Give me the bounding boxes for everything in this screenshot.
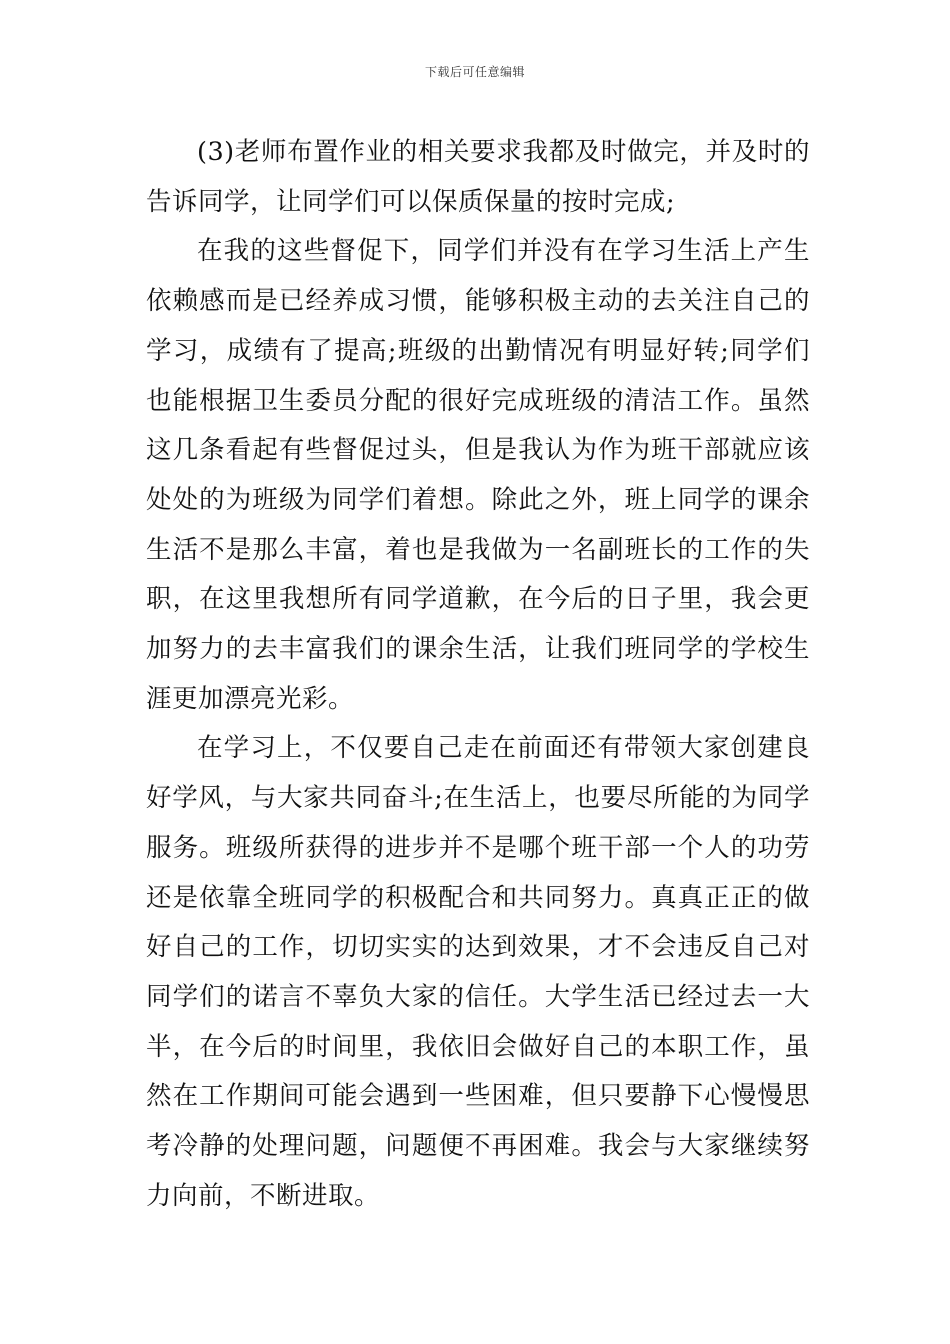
paragraph-supervision: 在我的这些督促下，同学们并没有在学习生活上产生依赖感而是已经养成习惯，能够积极主动的去关注自己的学习，成绩有了提高;班级的出勤情况有明显好转;同学们也能根据卫生委员分配的很好完成班级的清洁工作。虽然这几条看起有些督促过头，但是我认为作为班干部就应该处处的为班级为同学们着想。除此之外，班上同学的课余生活不是那么丰富，着也是我做为一名副班长的工作的失职，在这里我想所有同学道歉，在今后的日子里，我会更加努力的去丰富我们的课余生活，让我们班同学的学校生涯更加漂亮光彩。	[146, 236, 810, 714]
page-header-note: 下载后可任意编辑	[424, 65, 525, 79]
paragraph-homework: (3)老师布置作业的相关要求我都及时做完，并及时的告诉同学，让同学们可以保质保量的按时完成;	[146, 137, 810, 217]
paragraph-study-life: 在学习上，不仅要自己走在前面还有带领大家创建良好学风，与大家共同奋斗;在生活上，也要尽所能的为同学服务。班级所获得的进步并不是哪个班干部一个人的功劳还是依靠全班同学的积极配合和共同努力。真真正正的做好自己的工作，切切实实的达到效果，才不会违反自己对同学们的诺言不辜负大家的信任。大学生活已经过去一大半，在今后的时间里，我依旧会做好自己的本职工作，虽然在工作期间可能会遇到一些困难，但只要静下心慢慢思考冷静的处理问题，问题便不再困难。我会与大家继续努力向前，不断进取。	[146, 733, 810, 1211]
document-body	[146, 128, 810, 1221]
